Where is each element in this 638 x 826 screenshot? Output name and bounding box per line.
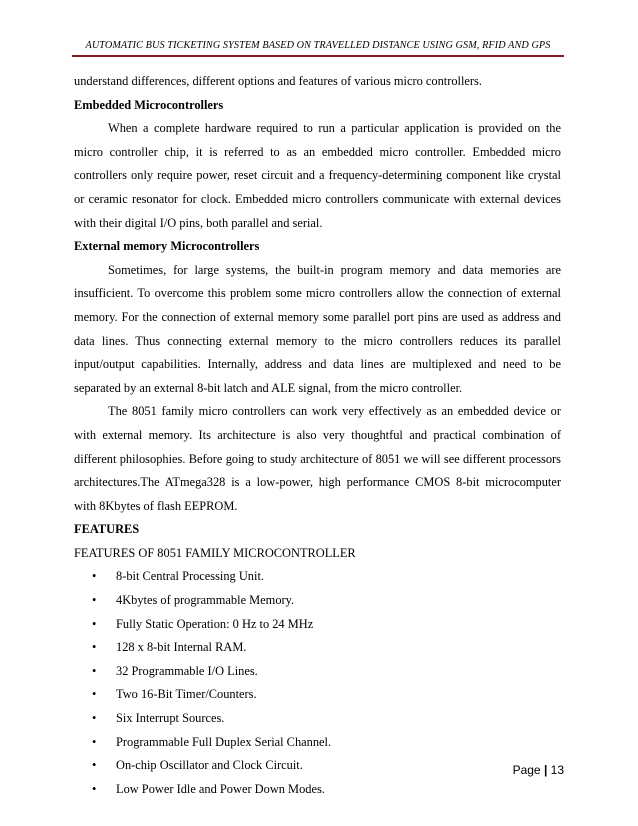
list-item-text: 32 Programmable I/O Lines.: [116, 663, 258, 678]
bullet-icon: •: [92, 711, 97, 726]
bullet-icon: •: [92, 593, 97, 608]
bullet-icon: •: [92, 781, 97, 796]
list-item: [74, 731, 561, 755]
list-item: [74, 683, 561, 707]
bullet-icon: •: [92, 640, 97, 655]
list-item: [74, 613, 561, 637]
external-heading: External memory Microcontrollers: [74, 239, 260, 254]
list-item: [74, 589, 561, 613]
list-item: [74, 565, 561, 589]
embedded-paragraph: When a complete hardware required to run a particular application is provided on the micro controller chip, it is referred to as an embedded micro controller. Embedded micro controllers only require power, reset circuit and a frequency-determining component like crystal or ceramic resonator for clock. Embedded micro controllers communicate with external devices with their digital I/O pins, both parallel and serial.: [74, 121, 561, 230]
list-item: [74, 636, 561, 660]
intro-line: understand differences, different options and features of various micro controllers.: [74, 74, 482, 88]
bullet-icon: •: [92, 616, 97, 631]
list-item-text: Two 16-Bit Timer/Counters.: [116, 687, 257, 702]
family-paragraph: The 8051 family micro controllers can work very effectively as an embedded device or with external memory. Its architecture is also very thoughtful and practical combination of different philosophies. Before going to study architecture of 8051 we will see different processors architectures.The ATmega328 is a low-power, high performance CMOS 8-bit microcomputer with 8Kbytes of flash EEPROM.: [74, 404, 561, 513]
bullet-icon: •: [92, 569, 97, 584]
page-label: Page: [512, 763, 541, 777]
list-item-text: Six Interrupt Sources.: [116, 711, 225, 726]
list-item-text: Low Power Idle and Power Down Modes.: [116, 781, 325, 796]
features-list: [74, 565, 561, 801]
page-number-value: 13: [550, 763, 564, 777]
page-number: [513, 763, 564, 777]
header-rule: [72, 55, 564, 57]
features-heading: FEATURES: [74, 522, 140, 537]
list-item: [74, 660, 561, 684]
list-item: [74, 707, 561, 731]
page-content: [74, 70, 561, 801]
page-separator: |: [543, 763, 548, 777]
list-item-text: Fully Static Operation: 0 Hz to 24 MHz: [116, 616, 314, 631]
list-item-text: 8-bit Central Processing Unit.: [116, 569, 264, 584]
bullet-icon: •: [92, 734, 97, 749]
embedded-heading: Embedded Microcontrollers: [74, 97, 224, 112]
list-item-text: 4Kbytes of programmable Memory.: [116, 593, 295, 608]
list-item: [74, 778, 561, 802]
external-paragraph: Sometimes, for large systems, the built-in program memory and data memories are insufficient. To overcome this problem some micro controllers allow the connection of external memory. For the connection of external memory some parallel port pins are used as address and data lines. Thus connecting external memory to the micro controllers reduces its parallel input/output capabilities. Internally, address and data lines are multiplexed and need to be separated by an external 8-bit latch and ALE signal, from the micro controller.: [74, 262, 561, 395]
bullet-icon: •: [92, 687, 97, 702]
running-header: AUTOMATIC BUS TICKETING SYSTEM BASED ON TRAVELLED DISTANCE USING GSM, RFID AND GPS: [85, 40, 551, 51]
list-item: [74, 754, 561, 778]
list-item-text: On-chip Oscillator and Clock Circuit.: [116, 758, 303, 773]
list-item-text: 128 x 8-bit Internal RAM.: [116, 640, 247, 655]
bullet-icon: •: [92, 663, 97, 678]
list-item-text: Programmable Full Duplex Serial Channel.: [116, 734, 332, 749]
bullet-icon: •: [92, 758, 97, 773]
features-subheading: FEATURES OF 8051 FAMILY MICROCONTROLLER: [74, 545, 356, 560]
